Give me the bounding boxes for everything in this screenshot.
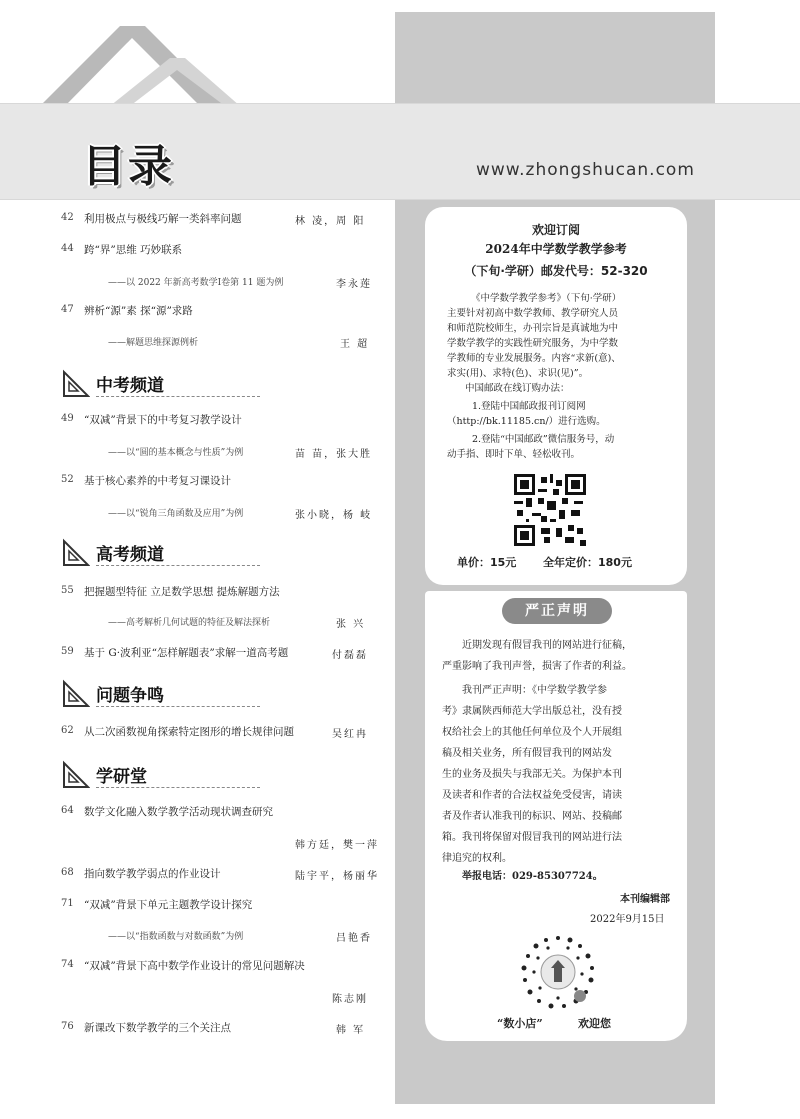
annual-price: 全年定价：180元 <box>543 556 632 569</box>
toc-title[interactable]: 基于 G·波利亚“怎样解题表”求解一道高考题 <box>84 647 289 659</box>
welcome-text: 欢迎您 <box>578 1017 611 1030</box>
notice-text: 及读者和作者的合法权益免受侵害，请读 <box>442 790 622 801</box>
toc-page: 52 <box>61 474 74 485</box>
toc-author: 吴红冉 <box>332 729 368 740</box>
notice-date: 2022年9月15日 <box>590 914 665 925</box>
toc-page: 64 <box>61 805 74 816</box>
toc-author: 苗 苗，张大胜 <box>295 449 373 460</box>
intro-line: 主要针对初高中数学教师、教学研究人员 <box>447 308 619 319</box>
toc-title[interactable]: 辨析“源”素 探“源”求路 <box>84 305 193 317</box>
mini-shop-qr-icon[interactable] <box>520 934 596 1010</box>
toc-author: 韩方廷，樊一萍 <box>295 840 379 851</box>
toc-page: 47 <box>61 304 74 315</box>
toc-subtitle: ——以“锐角三角函数及应用”为例 <box>108 509 244 519</box>
signature: 本刊编辑部 <box>620 894 670 905</box>
intro-line: 《中学数学教学参考》（下旬·学研） <box>471 293 622 304</box>
toc-author: 李永莲 <box>336 279 372 290</box>
unit-price: 单价：15元 <box>457 556 517 569</box>
toc-subtitle: ——以“圆的基本概念与性质”为例 <box>108 448 244 458</box>
section-ruler-icon <box>60 759 90 789</box>
intro-line: 求实(用)、求特(色)、求识(见)”。 <box>447 368 589 379</box>
toc-title[interactable]: 把握题型特征 立足数学思想 提炼解题方法 <box>84 586 280 598</box>
toc-page: 49 <box>61 413 74 424</box>
toc-title[interactable]: “双减”背景下高中数学作业设计的常见问题解决 <box>84 960 305 972</box>
toc-title[interactable]: “双减”背景下的中考复习教学设计 <box>84 414 242 426</box>
toc-author: 林 凌，周 阳 <box>295 216 366 227</box>
notice-text: 严重影响了我刊声誉，损害了作者的利益。 <box>442 661 632 672</box>
toc-title[interactable]: 基于核心素养的中考复习课设计 <box>84 475 231 487</box>
subscribe-heading-3: （下旬·学研）邮发代号：52-320 <box>464 264 648 278</box>
order-method-1: 1.登陆中国邮政报刊订阅网 <box>472 401 586 412</box>
toc-page: 62 <box>61 725 74 736</box>
section-ruler-icon <box>60 678 90 708</box>
intro-line: 学数学教学的实践性研究服务，为中学数 <box>447 338 619 349</box>
order-method-2: 2.登陆“中国邮政”微信服务号，动 <box>472 434 615 445</box>
subscribe-heading-2: 2024年中学数学教学参考 <box>485 242 627 256</box>
section-label: 中考频道 <box>96 376 164 396</box>
toc-subtitle: ——解题思维探源例析 <box>108 338 199 348</box>
notice-text: 稿及相关业务，所有假冒我刊的网站发 <box>442 748 612 759</box>
notice-badge: 严正声明 <box>502 598 612 624</box>
notice-text: 我刊严正声明：《中学数学教学参 <box>462 685 607 696</box>
toc-page: 71 <box>61 898 74 909</box>
toc-page: 44 <box>61 243 74 254</box>
order-method-title: 中国邮政在线订购办法： <box>465 383 570 394</box>
section-xueyantang <box>60 757 260 791</box>
toc-page: 42 <box>61 212 74 223</box>
notice-text: 者及作者认准我刊的标识、网站、投稿邮 <box>442 811 622 822</box>
intro-line: 学教师的专业发展服务。内容“求新(意)、 <box>447 353 621 364</box>
toc-subtitle: ——高考解析几何试题的特征及解法探析 <box>108 618 271 628</box>
toc-author: 付磊磊 <box>332 650 368 661</box>
subscribe-heading-1: 欢迎订阅 <box>531 223 580 237</box>
intro-line: 和师范院校师生，办刊宗旨是真诚地为中 <box>447 323 619 334</box>
toc-page: 68 <box>61 867 74 878</box>
website-url[interactable]: www.zhongshucan.com <box>476 160 695 180</box>
section-ruler-icon <box>60 537 90 567</box>
section-gaokao <box>60 535 260 569</box>
notice-text: 律追究的权利。 <box>442 853 512 864</box>
toc-subtitle: ——以“指数函数与对数函数”为例 <box>108 932 244 942</box>
toc-title[interactable]: 指向数学教学弱点的作业设计 <box>84 868 221 880</box>
toc-page: 74 <box>61 959 74 970</box>
toc-page: 76 <box>61 1021 74 1032</box>
toc-author: 张小晓，杨 岐 <box>295 510 373 521</box>
section-label: 学研堂 <box>96 767 147 787</box>
toc-title[interactable]: 新课改下数学教学的三个关注点 <box>84 1022 231 1034</box>
notice-text: 考》隶属陕西师范大学出版总社，没有授 <box>442 706 622 717</box>
section-ruler-icon <box>60 368 90 398</box>
notice-text: 箱。我刊将保留对假冒我刊的网站进行法 <box>442 832 622 843</box>
qr-code-icon[interactable] <box>514 474 586 546</box>
toc-author: 吕艳香 <box>336 933 372 944</box>
toc-page: 59 <box>61 646 74 657</box>
toc-title[interactable]: 数学文化融入数学教学活动现状调查研究 <box>84 806 273 818</box>
toc-author: 张 兴 <box>336 619 366 630</box>
toc-page: 55 <box>61 585 74 596</box>
section-zhongkao <box>60 366 260 400</box>
toc-author: 陈志刚 <box>332 994 368 1005</box>
roof-decoration-icon <box>40 18 260 108</box>
toc-subtitle: ——以 2022 年新高考数学Ⅰ卷第 11 题为例 <box>108 278 284 288</box>
page-title: 目录 <box>82 141 174 192</box>
report-hotline: 举报电话：029-85307724。 <box>462 871 603 882</box>
order-method-2-line: 动手指、即时下单、轻松收刊。 <box>447 449 581 460</box>
mini-shop-label: “数小店” <box>497 1017 543 1030</box>
order-method-1-url[interactable]: （http://bk.11185.cn/）进行选购。 <box>447 416 606 427</box>
toc-title[interactable]: 利用极点与极线巧解一类斜率问题 <box>84 213 242 225</box>
toc-title[interactable]: 从二次函数视角探索特定图形的增长规律问题 <box>84 726 294 738</box>
notice-text: 生的业务及损失与我部无关。为保护本刊 <box>442 769 622 780</box>
toc-author: 韩 军 <box>336 1025 366 1036</box>
toc-author: 陆宇平，杨丽华 <box>295 871 379 882</box>
notice-text: 权给社会上的其他任何单位及个人开展组 <box>442 727 622 738</box>
notice-text: 近期发现有假冒我刊的网站进行征稿， <box>462 640 632 651</box>
section-label: 高考频道 <box>96 545 164 565</box>
section-label: 问题争鸣 <box>96 686 164 706</box>
toc-author: 王 超 <box>340 339 370 350</box>
toc-title[interactable]: “双减”背景下单元主题教学设计探究 <box>84 899 253 911</box>
toc-title[interactable]: 跨“界”思维 巧妙联系 <box>84 244 183 256</box>
section-wenti <box>60 676 260 710</box>
